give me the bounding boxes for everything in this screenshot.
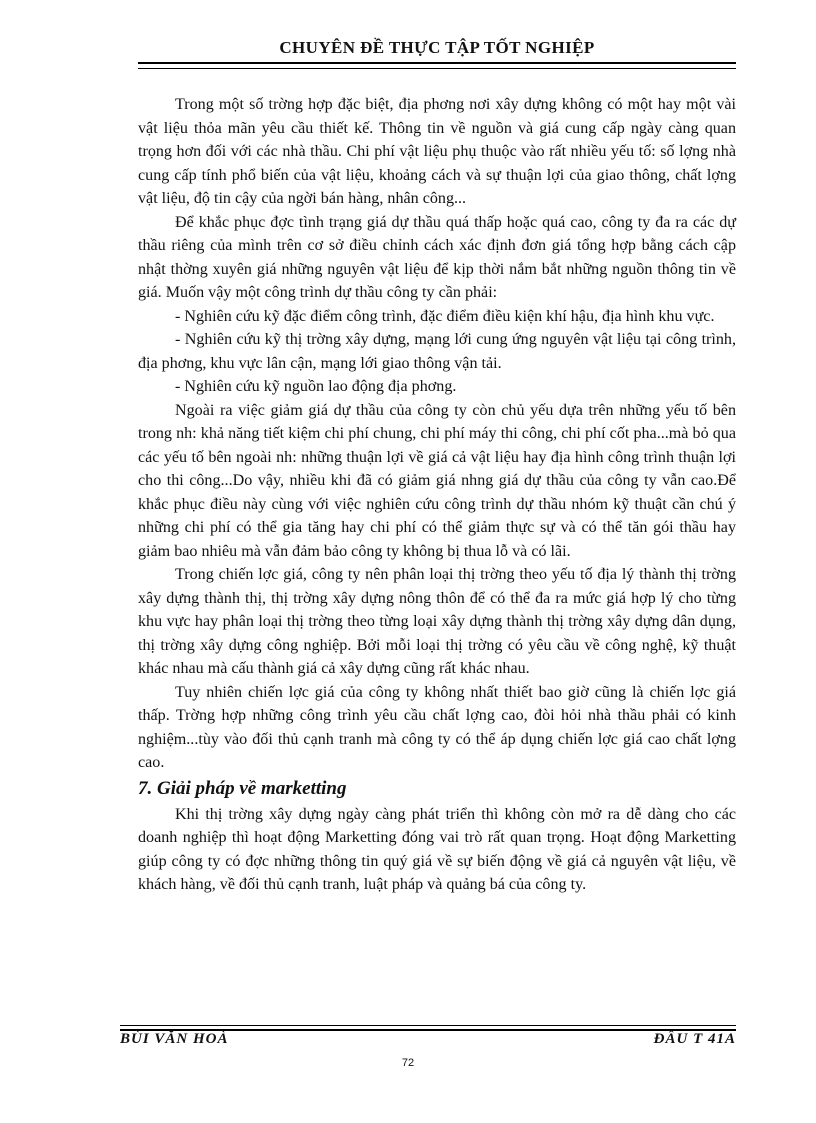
page-header-title: CHUYÊN ĐỀ THỰC TẬP TỐT NGHIỆP: [279, 38, 595, 57]
footer-class: ĐẦU T 41A: [653, 1031, 736, 1047]
paragraph: Trong chiến lợc giá, công ty nên phân loại thị trờng theo yếu tố địa lý thành thị trờng xây dựng thành thị, thị trờng xây dựng nông thôn để có thể đa ra mức giá hợp lý cho từng khu vực hay phân loại thị trờng theo từng loại xây dựng thành thị trờng xây dựng dân dụng, thị trờng xây dựng công nghiệp. Bởi mỗi loại thị trờng có yêu cầu về công nghệ, kỹ thuật khác nhau mà cấu thành giá cả xây dựng cũng rất khác nhau.: [138, 566, 736, 677]
paragraph: Ngoài ra việc giảm giá dự thầu của công ty còn chủ yếu dựa trên những yếu tố bên trong nh: khả năng tiết kiệm chi phí chung, chi phí máy thi công, chi phí cốt pha...mà bỏ qua các yếu tố bên ngoài nh: những thuận lợi về giá cả vật liệu hay địa hình công trình thuận lợi cho thi công...Do vậy, nhiều khi đã có giảm giá nhng giá dự thầu của công ty vẫn cao.Để khắc phục điều này cùng với việc nghiên cứu công trình dự thầu nhóm kỹ thuật cần chú ý những chi phí có thể gia tăng hay chi phí có thể giảm thực sự và có thể tăn gói thầu hay giảm bao nhiêu mà vẫn đảm bảo công ty không bị thua lỗ và có lãi.: [138, 401, 736, 560]
paragraph: Để khắc phục đợc tình trạng giá dự thầu quá thấp hoặc quá cao, công ty đa ra các dự thầu riêng của mình trên cơ sở điều chỉnh cách xác định đơn giá tổng hợp bằng cách cập nhật thờng xuyên giá những nguyên vật liệu để kịp thời nắm bắt những nguồn thông tin về giá. Muốn vậy một công trình dự thầu công ty cần phải:: [138, 213, 736, 301]
paragraph: Tuy nhiên chiến lợc giá của công ty không nhất thiết bao giờ cũng là chiến lợc giá thấp. Trờng hợp những công trình yêu cầu chất lợng cao, đòi hỏi nhà thầu phải có kinh nghiệm...tùy vào đối thủ cạnh tranh mà công ty có thể áp dụng chiến lợc giá cao chất lợng cao.: [138, 683, 736, 771]
paragraph: Trong một số trờng hợp đặc biệt, địa phơng nơi xây dựng không có một hay một vài vật liệu thỏa mãn yêu cầu thiết kế. Thông tin về nguồn và giá cung cấp ngày càng quan trọng hơn đối với các nhà thầu. Chi phí vật liệu phụ thuộc vào rất nhiều yếu tố: số lợng nhà cung cấp tính phổ biến của vật liệu, khoảng cách và sự thuận lợi của giao thông, chất lợng vật liệu, độ tin cậy của ngời bán hàng, nhân công...: [138, 96, 736, 207]
footer-author: BÙI VĂN HOÀ: [120, 1031, 229, 1047]
list-item: - Nghiên cứu kỹ thị trờng xây dựng, mạng lới cung ứng nguyên vật liệu tại công trình, địa phơng, khu vực lân cận, mạng lới giao thông vận tải.: [138, 331, 736, 372]
list-item: - Nghiên cứu kỹ nguồn lao động địa phơng.: [175, 378, 457, 395]
paragraph: Khi thị trờng xây dựng ngày càng phát triển thì không còn mở ra dễ dàng cho các doanh nghiệp thì hoạt động Marketting đóng vai trò rất quan trọng. Hoạt động Marketting giúp công ty có đợc những thông tin quý giá về sự biến động về giá cả nguyên vật liệu, về khách hàng, về đối thủ cạnh tranh, luật pháp và quảng bá của công ty.: [138, 805, 736, 893]
header-rule: [138, 62, 736, 69]
list-item: - Nghiên cứu kỹ đặc điểm công trình, đặc điểm điều kiện khí hậu, địa hình khu vực.: [175, 307, 715, 325]
section-heading: 7. Giải pháp về marketting: [138, 777, 347, 799]
page-number: 72: [401, 1057, 415, 1069]
document-body: [138, 93, 736, 897]
